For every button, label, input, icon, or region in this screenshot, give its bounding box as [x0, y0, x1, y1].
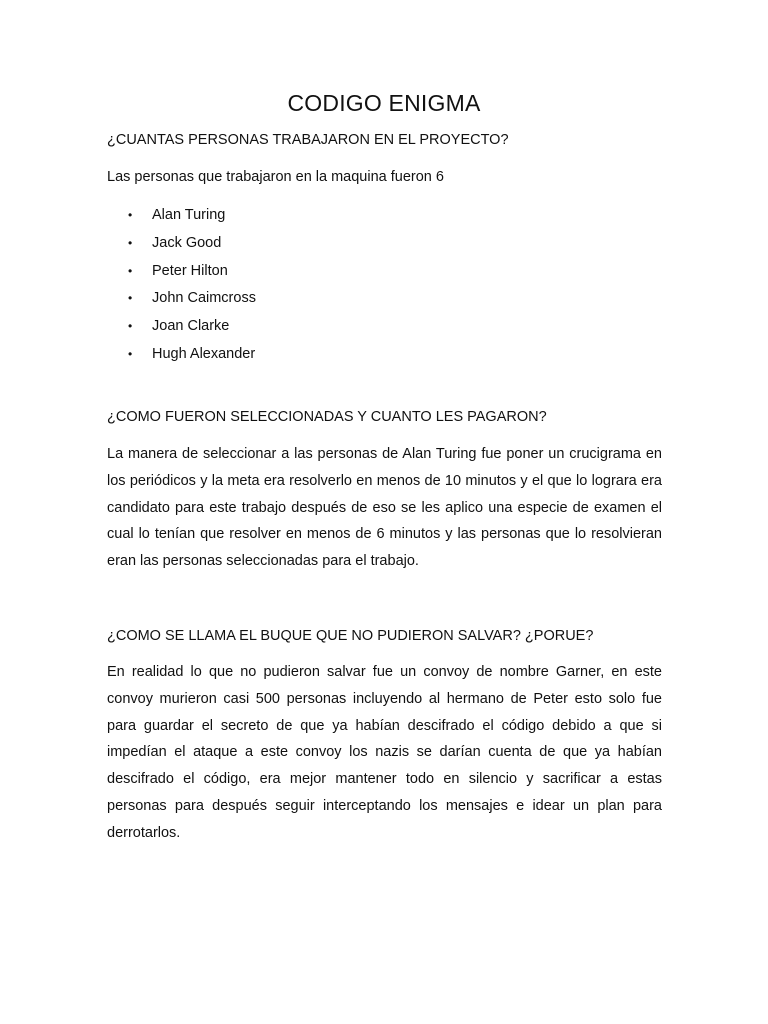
bullet-icon: • — [128, 263, 133, 278]
person-name: Jack Good — [152, 234, 222, 251]
person-name: Alan Turing — [152, 207, 226, 223]
bullet-icon: • — [128, 208, 133, 222]
people-count-statement: Las personas que trabajaron en la maquina fueron 6 — [107, 169, 444, 185]
list-item — [0, 231, 768, 259]
answer-paragraph-ship: En realidad lo que no pudieron salvar fue un convoy de nombre Garner, en este convoy murieron casi 500 personas incluyendo al hermano de Peter esto solo fue para guardar el secreto de que ya habían descifrado el código debido a que si impedían el ataque a este convoy los nazis se darían cuenta de que ya habían descifrado el código, era mejor mantener todo en silencio y sacrificar a estas personas para después seguir interceptando los mensajes e idear un plan para derrotarlos. — [107, 664, 662, 841]
list-item — [0, 342, 768, 370]
person-name: Peter Hilton — [152, 262, 228, 279]
question-heading-people-count: ¿CUANTAS PERSONAS TRABAJARON EN EL PROYECTO? — [107, 132, 509, 148]
person-name: Hugh Alexander — [152, 345, 256, 362]
list-item — [0, 314, 768, 342]
document-title: CODIGO ENIGMA — [287, 90, 481, 116]
bullet-icon: • — [128, 235, 133, 250]
people-list — [0, 203, 768, 370]
bullet-icon: • — [128, 346, 133, 361]
bullet-icon: • — [128, 319, 133, 334]
question-heading-ship: ¿COMO SE LLAMA EL BUQUE QUE NO PUDIERON SALVAR? ¿PORUE? — [107, 628, 594, 644]
list-item — [0, 259, 768, 287]
bullet-icon: • — [128, 291, 133, 306]
list-item — [0, 203, 768, 231]
person-name: John Caimcross — [152, 290, 256, 307]
question-heading-selection: ¿COMO FUERON SELECCIONADAS Y CUANTO LES PAGARON? — [107, 409, 547, 425]
answer-paragraph-selection: La manera de seleccionar a las personas de Alan Turing fue poner un crucigrama en los periódicos y la meta era resolverlo en menos de 10 minutos y el que lo lograra era candidato para este trabajo después de eso se les aplico una especie de examen el cual lo tenían que resolver en menos de 6 minutos y las personas que lo resolvieran eran las personas seleccionadas para el trabajo. — [107, 446, 662, 570]
person-name: Joan Clarke — [152, 318, 230, 335]
list-item — [0, 286, 768, 314]
